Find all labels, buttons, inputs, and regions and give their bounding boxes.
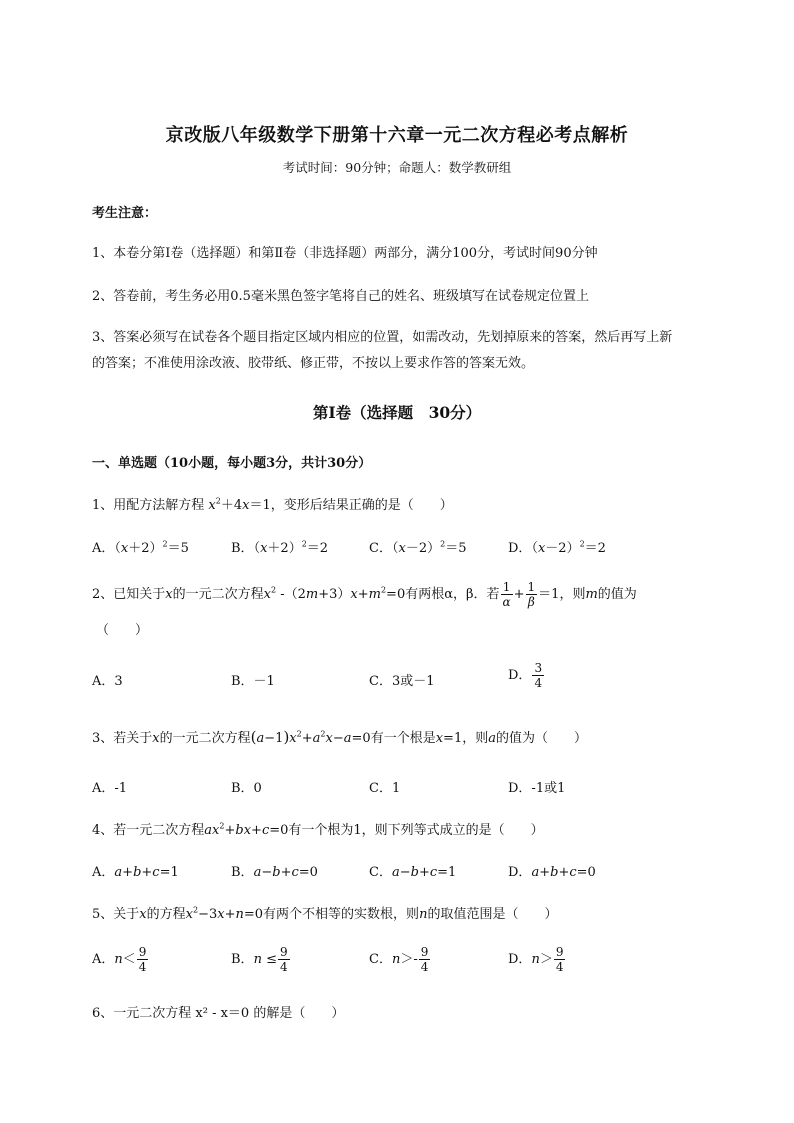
question-3-stem-c: 有一个根是 <box>370 731 436 746</box>
q3-option-c[interactable]: C．1 <box>369 781 401 796</box>
math-expr: x <box>165 587 173 602</box>
math-expr: $(x-2)^2$ <box>531 539 585 556</box>
question-5-stem-c: 有两个不相等的实数根，则 <box>263 907 420 922</box>
math-expr: x <box>152 731 160 746</box>
fraction: $\frac{9}{4}$ <box>138 945 147 974</box>
option-letter: B． <box>231 865 254 880</box>
question-2-stem-b: 的一元二次方程 <box>172 587 264 602</box>
q5-option-c[interactable]: C．n＞- $\frac{9}{4}$ <box>369 945 429 974</box>
math-expr: n <box>391 952 401 967</box>
option-value: ＝2 <box>584 541 606 556</box>
math-expr: $(a-1)x^2+a^2x-a=0$ <box>250 728 371 746</box>
question-1-stem <box>92 494 453 513</box>
option-letter: D． <box>508 952 532 967</box>
q5-option-b[interactable]: B．n ≤ $\frac{9}{4}$ <box>231 945 288 974</box>
math-expr: $(x-2)^2$ <box>391 539 446 556</box>
question-3-stem-a: 3、若关于 <box>92 731 153 746</box>
option-letter: A． <box>92 541 115 556</box>
option-letter: D． <box>508 865 532 880</box>
q4-option-a[interactable]: A．a+b+c=1 <box>92 865 179 880</box>
question-2-stem-d: ＝1，则 <box>538 587 586 602</box>
math-expr: n <box>419 907 428 922</box>
question-2-stem-e: 的值为 <box>597 587 637 602</box>
fraction: $\frac{3}{4}$ <box>534 661 543 690</box>
q1-option-c[interactable] <box>369 537 466 556</box>
math-expr: 2 <box>215 496 221 506</box>
q5-option-a[interactable]: A．n＜ $\frac{9}{4}$ <box>92 945 147 974</box>
math-expr: $ax^2+bx+c=0$ <box>204 821 289 838</box>
q2-option-d[interactable] <box>508 662 545 689</box>
question-2-stem: 2、已知关于x的一元二次方程$x^2$ $-(2m+3)x+m^2=0$有两根α，β．若 $\frac{1}{\alpha}$ + $\frac{1}{\beta}$ ＝1，则m的值为 <box>92 580 637 609</box>
question-3-stem-e: 的值为（ ） <box>496 731 588 746</box>
question-3-stem-b: 的一元二次方程 <box>159 731 251 746</box>
q1-option-b[interactable] <box>231 537 328 556</box>
question-5-stem <box>92 903 557 922</box>
q3-option-a[interactable]: A．-1 <box>92 781 128 796</box>
question-2-stem-c: =0有两根α，β．若 <box>386 587 500 602</box>
question-5-stem-a: 5、关于 <box>92 907 140 922</box>
option-letter: C． <box>369 541 392 556</box>
part1-title: 第I卷（选择题 30分） <box>312 403 482 422</box>
question-3-stem <box>92 727 587 746</box>
fraction-1-over-beta: $\frac{1}{\beta}$ <box>527 580 536 609</box>
math-expr: $(x+2)^2$ <box>253 539 307 556</box>
question-5-stem-d: 的取值范围是（ ） <box>427 907 558 922</box>
question-4-stem <box>92 819 544 838</box>
notice-heading: 考生注意： <box>92 206 158 221</box>
option-letter: C． <box>369 952 392 967</box>
question-4-stem-b: 有一个根为1，则下列等式成立的是（ ） <box>288 823 544 838</box>
math-expr: m <box>585 587 598 602</box>
question-4-stem-a: 4、若一元二次方程 <box>92 823 205 838</box>
math-expr: $(x+2)^2$ <box>114 539 168 556</box>
notice-item-3: 3、答案必须写在试卷各个题目指定区域内相应的位置，如需改动，先划掉原来的答案，然后再写上新 <box>92 330 673 345</box>
math-expr: a <box>253 865 262 880</box>
q2-option-c[interactable]: C．3或－1 <box>369 674 435 689</box>
math-expr: ＋4 <box>220 498 243 513</box>
option-letter: C． <box>369 865 392 880</box>
section1-title: 一、单选题（10小题，每小题3分，共计30分） <box>92 456 372 471</box>
math-expr: a <box>488 731 496 746</box>
notice-item-2: 2、答卷前，考生务必用0.5毫米黑色签字笔将自己的姓名、班级填写在试卷规定位置上 <box>92 289 589 304</box>
question-1-stem-b: ＝1，变形后结果正确的是（ ） <box>249 498 453 513</box>
math-expr: a <box>391 865 400 880</box>
q2-option-b[interactable]: B．－1 <box>231 674 275 689</box>
question-3-stem-d: ，则 <box>462 731 489 746</box>
math-expr: $x^2$ $-(2m+3)x+m^2$ <box>263 585 387 602</box>
math-expr: $x^2-3x+n=0$ <box>185 905 264 922</box>
math-expr: n <box>253 952 262 967</box>
math-expr: n <box>531 952 540 967</box>
option-value: ＝5 <box>445 541 467 556</box>
option-letter: D． <box>508 541 532 556</box>
q4-option-b[interactable]: B．a−b+c=0 <box>231 865 318 880</box>
page-subtitle: 考试时间：90分钟；命题人：数学教研组 <box>282 160 512 175</box>
option-letter: B． <box>231 541 254 556</box>
q3-option-b[interactable]: B．0 <box>231 781 262 796</box>
fraction: $\frac{9}{4}$ <box>279 945 288 974</box>
math-expr: a <box>114 865 123 880</box>
q3-option-d[interactable]: D．-1或1 <box>508 781 566 796</box>
option-value: ＝2 <box>306 541 329 556</box>
math-expr: x=1 <box>435 731 463 746</box>
math-expr: x <box>139 907 147 922</box>
option-value: ＝5 <box>167 541 189 556</box>
question-2-stem-a: 2、已知关于 <box>92 587 166 602</box>
option-letter: D． <box>508 668 532 683</box>
q2-option-a[interactable]: A．3 <box>92 674 123 689</box>
question-6-stem: 6、一元二次方程 x² - x＝0 的解是（ ） <box>92 1006 345 1021</box>
question-2-stem-cont: （ ） <box>96 623 149 638</box>
q5-option-d[interactable]: D．n＞ $\frac{9}{4}$ <box>508 945 564 974</box>
fraction: $\frac{9}{4}$ <box>555 945 564 974</box>
notice-item-1: 1、本卷分第I卷（选择题）和第Ⅱ卷（非选择题）两部分，满分100分，考试时间90分钟 <box>92 246 598 261</box>
math-expr: x <box>208 498 216 513</box>
fraction: $\frac{9}{4}$ <box>420 945 429 974</box>
q1-option-a[interactable] <box>92 537 189 556</box>
notice-item-3-cont: 的答案；不准使用涂改液、胶带纸、修正带，不按以上要求作答的答案无效。 <box>92 356 535 371</box>
math-expr: a <box>531 865 540 880</box>
option-letter: A． <box>92 865 115 880</box>
q4-option-d[interactable]: D．a+b+c=0 <box>508 865 596 880</box>
math-expr: x <box>242 498 250 513</box>
question-1-stem-a: 1、用配方法解方程 <box>92 498 209 513</box>
fraction-1-over-alpha: $\frac{1}{\alpha}$ <box>502 580 511 609</box>
question-5-stem-b: 的方程 <box>146 907 186 922</box>
math-expr: n <box>114 952 123 967</box>
option-letter: A． <box>92 952 115 967</box>
page-title: 京改版八年级数学下册第十六章一元二次方程必考点解析 <box>165 125 629 146</box>
option-letter: B． <box>231 952 254 967</box>
q1-option-d[interactable] <box>508 537 606 556</box>
q4-option-c[interactable]: C．a−b+c=1 <box>369 865 457 880</box>
